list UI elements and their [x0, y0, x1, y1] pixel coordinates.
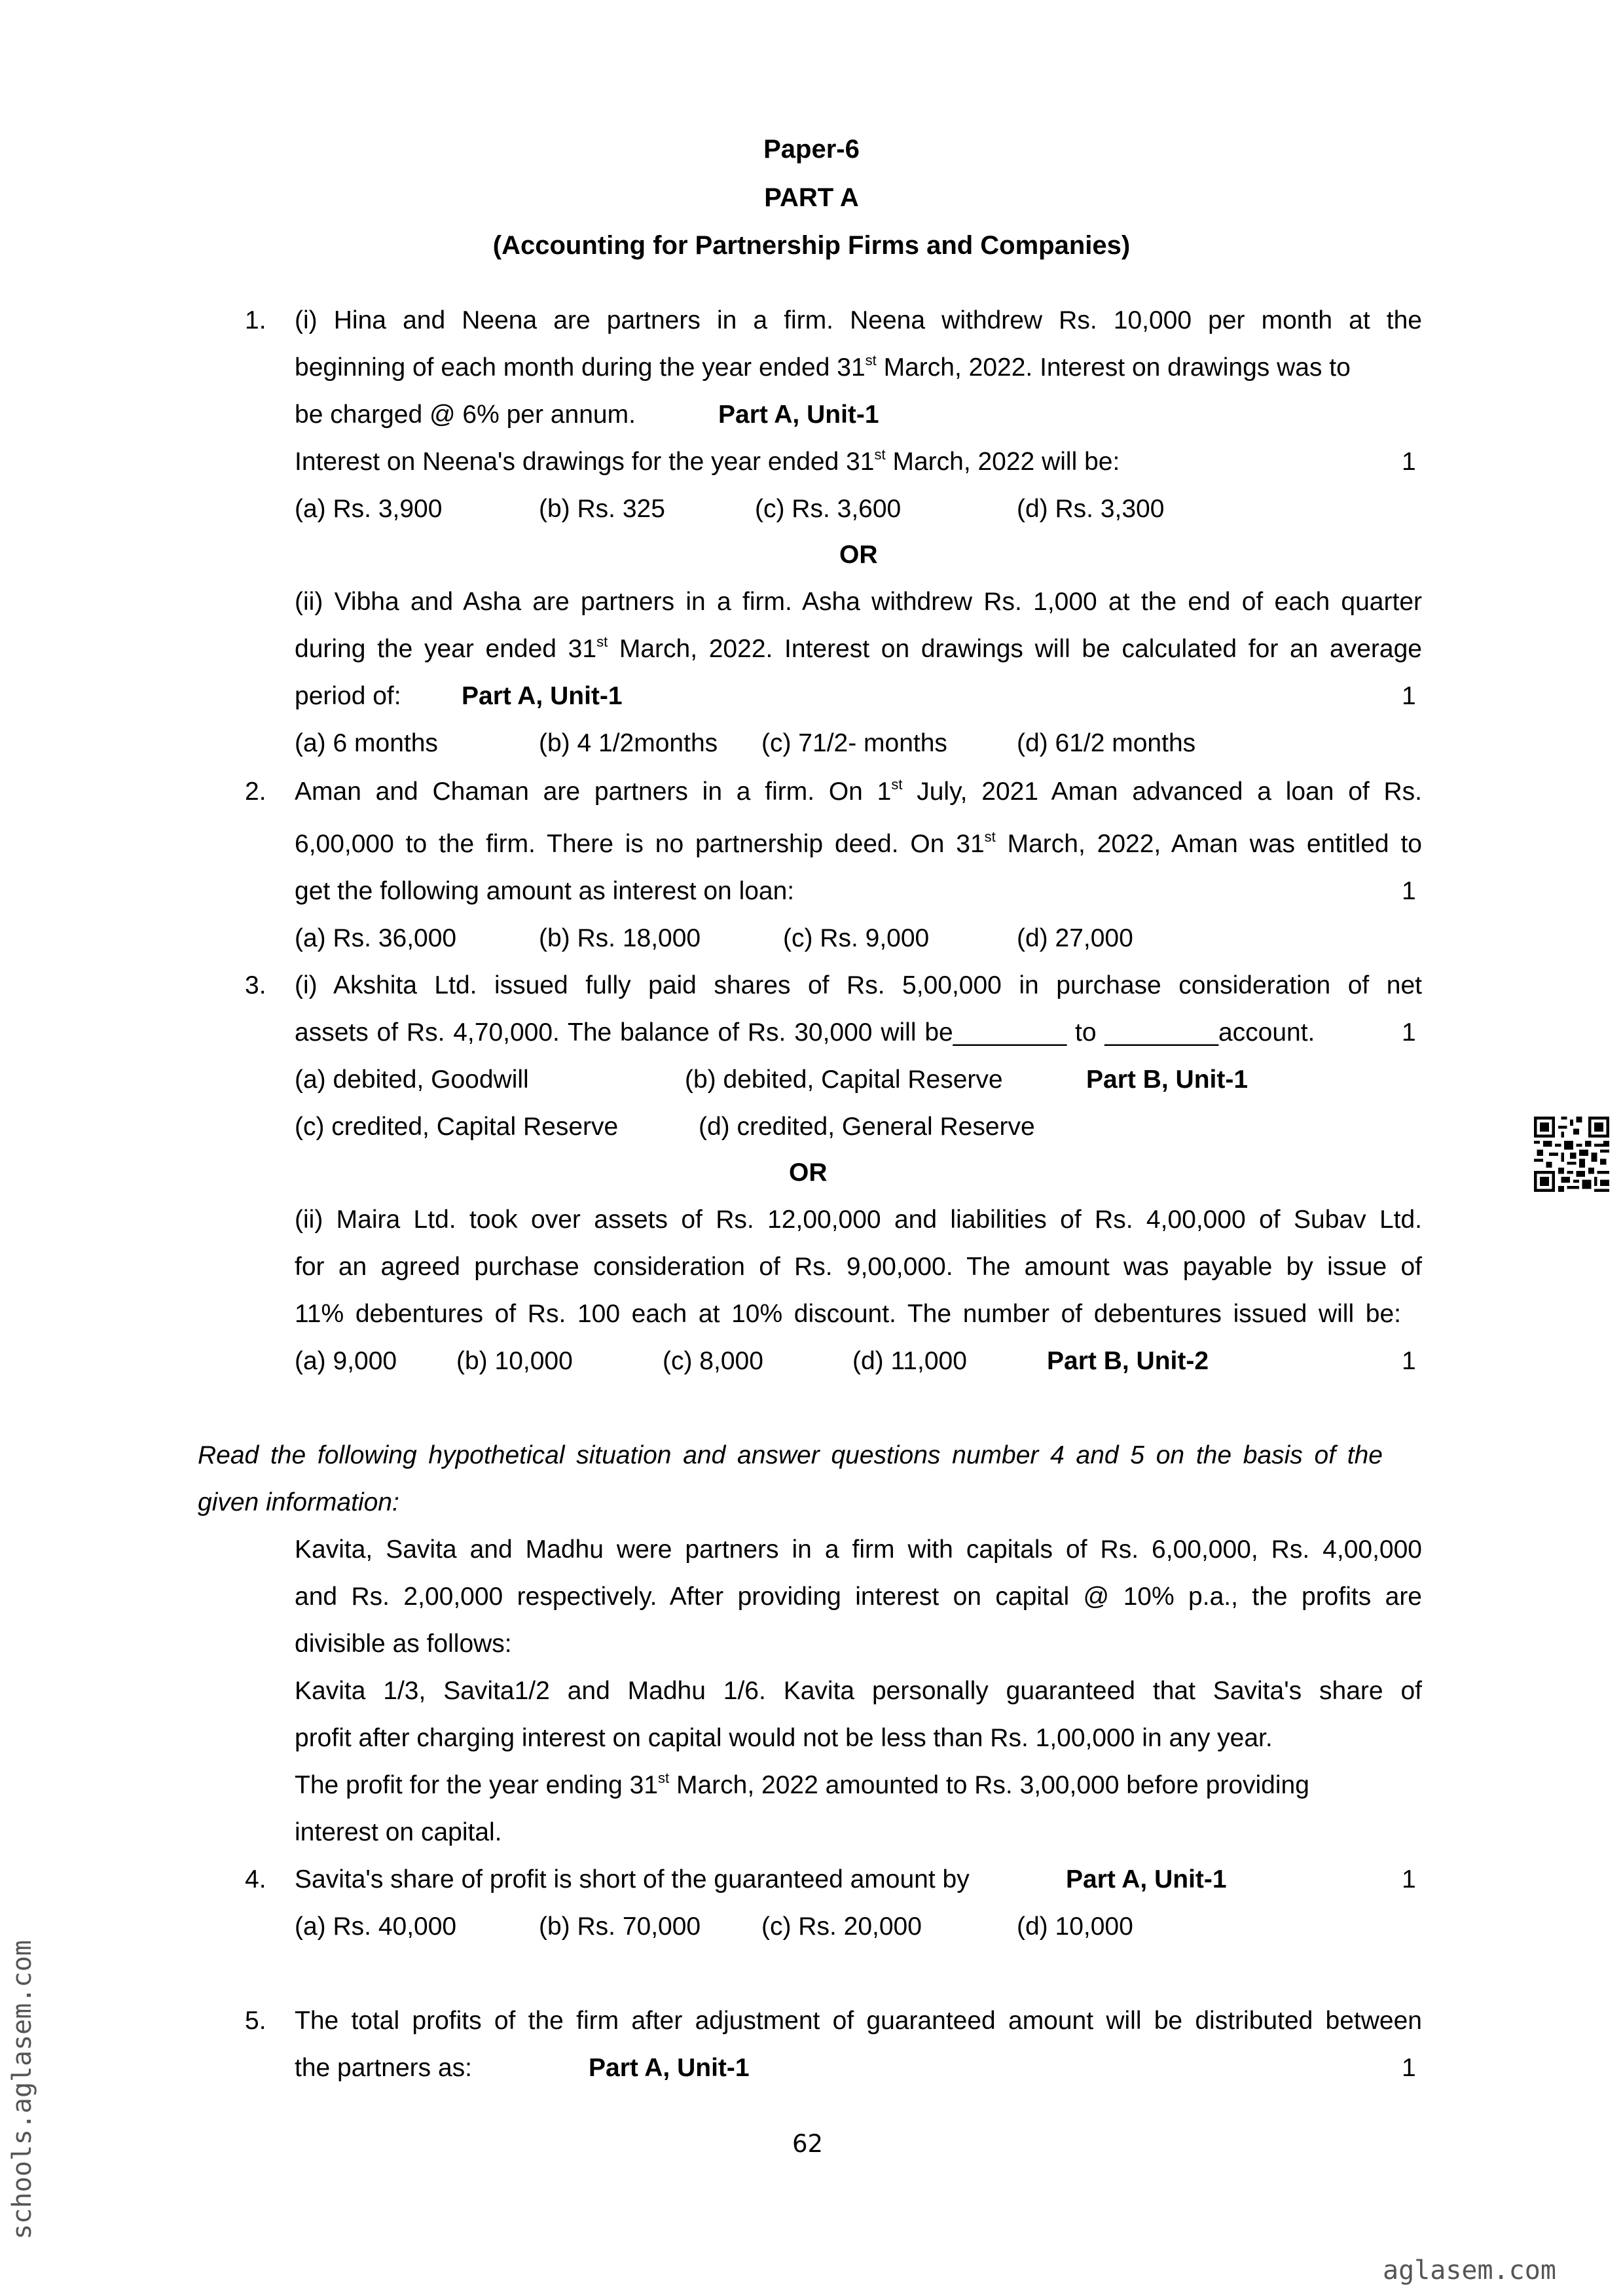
q1-number: 1.	[245, 306, 266, 334]
q1-i-option-a: (a) Rs. 3,900	[295, 495, 443, 523]
q3-or-divider: OR	[789, 1158, 828, 1187]
case-para-line1: Kavita, Savita and Madhu were partners in a firm with capitals of Rs. 6,00,000, Rs. 4,00,000	[295, 1535, 1422, 1564]
q2-number: 2.	[245, 778, 266, 806]
q3-i-line2: assets of Rs. 4,70,000. The balance of Rs. 30,000 will be________ to ________account.	[295, 1018, 1315, 1047]
case-para-line6: The profit for the year ending 31st March, 2022 amounted to Rs. 3,00,000 before providing	[295, 1770, 1309, 1799]
q3-ii-option-c: (c) 8,000	[663, 1347, 763, 1375]
q2-marks: 1	[1402, 877, 1416, 905]
side-watermark: schools.aglasem.com	[7, 1940, 37, 2240]
q4-option-d: (d) 10,000	[1017, 1912, 1133, 1941]
q2-option-b: (b) Rs. 18,000	[539, 924, 701, 952]
case-para-line7: interest on capital.	[295, 1818, 502, 1846]
qr-code-icon	[1534, 1117, 1609, 1192]
q1-ii-unit-tag: Part A, Unit-1	[462, 682, 623, 710]
q3-i-option-b: (b) debited, Capital Reserve	[685, 1066, 1003, 1094]
q5-unit-tag: Part A, Unit-1	[589, 2054, 750, 2082]
q1-i-option-d: (d) Rs. 3,300	[1017, 495, 1165, 523]
q1-ii-line1: (ii) Vibha and Asha are partners in a firm. Asha withdrew Rs. 1,000 at the end of each quarter	[295, 588, 1422, 616]
q1-or-divider: OR	[839, 541, 878, 569]
q4-option-c: (c) Rs. 20,000	[761, 1912, 922, 1941]
paper-title: Paper-6	[763, 135, 860, 164]
q3-ii-option-a: (a) 9,000	[295, 1347, 397, 1375]
q4-number: 4.	[245, 1865, 266, 1893]
q5-line1: The total profits of the firm after adjustment of guaranteed amount will be distributed between	[295, 2007, 1422, 2035]
q2-line3: get the following amount as interest on loan:	[295, 877, 795, 905]
case-intro-line1: Read the following hypothetical situation and answer questions number 4 and 5 on the basis of the	[198, 1441, 1383, 1469]
q5-line2: the partners as:	[295, 2054, 472, 2082]
q1-ii-marks: 1	[1402, 682, 1416, 710]
section-subtitle: (Accounting for Partnership Firms and Companies)	[492, 231, 1131, 260]
q1-ii-option-b: (b) 4 1/2months	[539, 729, 718, 757]
q3-i-option-c: (c) credited, Capital Reserve	[295, 1113, 619, 1141]
q1-i-marks: 1	[1402, 448, 1416, 476]
part-title: PART A	[764, 183, 859, 212]
q3-number: 3.	[245, 971, 266, 999]
q4-unit-tag: Part A, Unit-1	[1066, 1865, 1227, 1893]
q2-option-c: (c) Rs. 9,000	[783, 924, 930, 952]
case-para-line2: and Rs. 2,00,000 respectively. After providing interest on capital @ 10% p.a., the profits are	[295, 1583, 1422, 1611]
q1-i-question: Interest on Neena's drawings for the year ended 31st March, 2022 will be:	[295, 446, 1120, 476]
q3-ii-line2: for an agreed purchase consideration of Rs. 9,00,000. The amount was payable by issue of	[295, 1253, 1422, 1281]
q1-i-line1: (i) Hina and Neena are partners in a firm. Neena withdrew Rs. 10,000 per month at the	[295, 306, 1422, 334]
q1-i-line3: be charged @ 6% per annum.	[295, 401, 636, 429]
q3-i-line1: (i) Akshita Ltd. issued fully paid shares of Rs. 5,00,000 in purchase consideration of net	[295, 971, 1422, 999]
q1-ii-option-a: (a) 6 months	[295, 729, 438, 757]
q3-ii-option-d: (d) 11,000	[852, 1347, 967, 1375]
q3-i-unit-tag: Part B, Unit-1	[1086, 1066, 1249, 1094]
q1-i-unit-tag: Part A, Unit-1	[718, 401, 879, 429]
q1-ii-line3: period of:	[295, 682, 401, 710]
page-number: 62	[792, 2130, 824, 2158]
q2-option-d: (d) 27,000	[1017, 924, 1133, 952]
q3-i-option-d: (d) credited, General Reserve	[699, 1113, 1035, 1141]
q1-i-option-b: (b) Rs. 325	[539, 495, 665, 523]
q3-ii-line3: 11% debentures of Rs. 100 each at 10% discount. The number of debentures issued will be:	[295, 1300, 1401, 1328]
q5-number: 5.	[245, 2007, 266, 2035]
q2-line1: Aman and Chaman are partners in a firm. On 1st July, 2021 Aman advanced a loan of Rs.	[295, 776, 1423, 806]
q3-ii-marks: 1	[1402, 1347, 1416, 1375]
q1-i-option-c: (c) Rs. 3,600	[755, 495, 902, 523]
q3-i-marks: 1	[1402, 1018, 1416, 1047]
q3-i-option-a: (a) debited, Goodwill	[295, 1066, 529, 1094]
case-para-line3: divisible as follows:	[295, 1630, 512, 1658]
case-intro-line2: given information:	[198, 1488, 399, 1516]
case-para-line5: profit after charging interest on capital would not be less than Rs. 1,00,000 in any year.	[295, 1724, 1273, 1752]
q3-ii-line1: (ii) Maira Ltd. took over assets of Rs. 12,00,000 and liabilities of Rs. 4,00,000 of Subav Ltd.	[295, 1206, 1422, 1234]
q1-ii-option-c: (c) 71/2- months	[761, 729, 947, 757]
q2-option-a: (a) Rs. 36,000	[295, 924, 457, 952]
q4-option-b: (b) Rs. 70,000	[539, 1912, 701, 1941]
q4-marks: 1	[1402, 1865, 1416, 1893]
q4-option-a: (a) Rs. 40,000	[295, 1912, 457, 1941]
q1-ii-line2: during the year ended 31st March, 2022. Interest on drawings will be calculated for an average	[295, 634, 1422, 663]
q3-ii-option-b: (b) 10,000	[456, 1347, 573, 1375]
q5-marks: 1	[1402, 2054, 1416, 2082]
q2-line2: 6,00,000 to the firm. There is no partnership deed. On 31st March, 2022, Aman was entitled to	[295, 829, 1422, 858]
q4-text: Savita's share of profit is short of the guaranteed amount by	[295, 1865, 970, 1893]
q3-ii-unit-tag: Part B, Unit-2	[1047, 1347, 1209, 1375]
corner-watermark: aglasem.com	[1383, 2255, 1556, 2286]
q1-ii-option-d: (d) 61/2 months	[1017, 729, 1196, 757]
q1-i-line2: beginning of each month during the year ended 31st March, 2022. Interest on drawings was to	[295, 352, 1351, 382]
case-para-line4: Kavita 1/3, Savita1/2 and Madhu 1/6. Kavita personally guaranteed that Savita's share of	[295, 1677, 1422, 1705]
